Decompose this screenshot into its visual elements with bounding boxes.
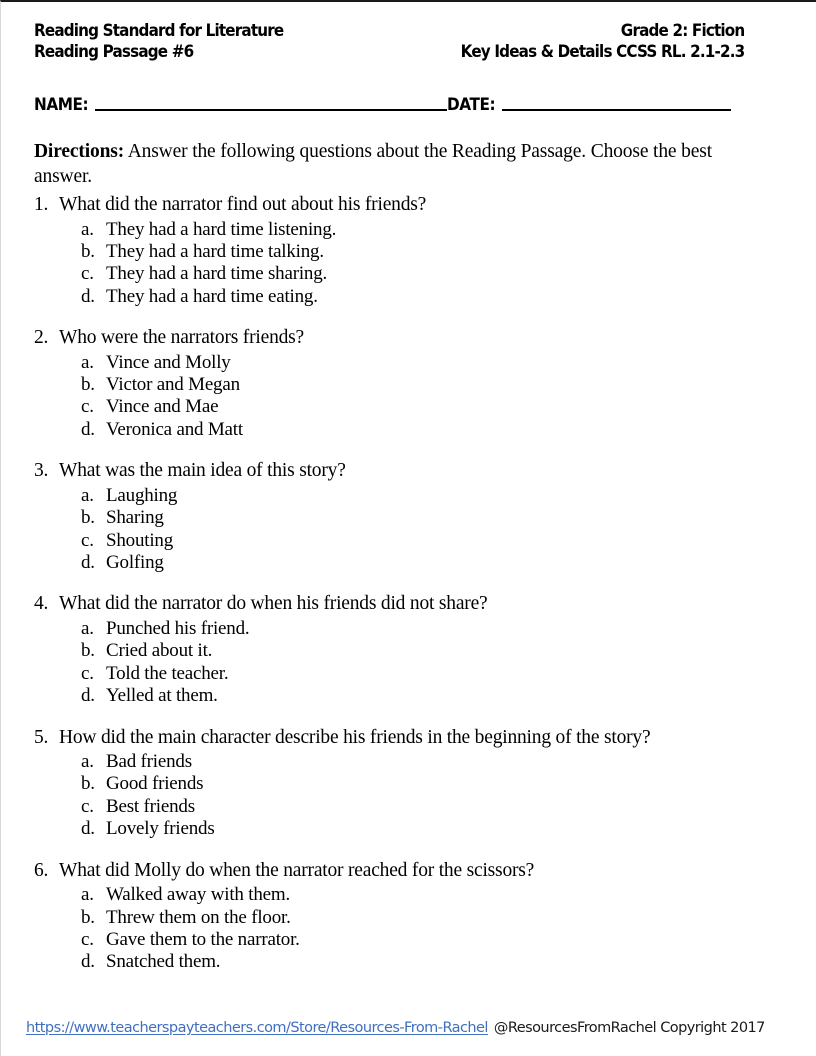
answer-letter: a.: [81, 617, 94, 639]
answer-option[interactable]: [34, 640, 784, 662]
answer-option[interactable]: [34, 485, 784, 507]
answer-letter: a.: [81, 751, 94, 772]
copyright-credit: @ResourcesFromRachel Copyright 2017: [493, 1020, 765, 1036]
answer-text: They had a hard time talking.: [106, 240, 324, 262]
answer-text: Sharing: [106, 507, 164, 529]
answer-option[interactable]: [34, 685, 784, 707]
answer-letter: d.: [81, 951, 95, 973]
answer-text: Gave them to the narrator.: [106, 928, 300, 950]
header-passage-number: Reading Passage #6: [34, 42, 194, 61]
answer-text: Bad friends: [106, 751, 192, 772]
page-header: [34, 20, 744, 62]
directions-paragraph: [34, 139, 774, 189]
answer-text: Snatched them.: [106, 951, 221, 973]
answer-letter: a.: [81, 218, 94, 240]
answer-option[interactable]: [34, 884, 784, 906]
answer-text: Vince and Mae: [106, 396, 219, 418]
answer-text: They had a hard time eating.: [106, 285, 318, 307]
page-footer: [26, 1020, 802, 1036]
answer-options: [34, 751, 784, 841]
answer-text: They had a hard time sharing.: [106, 263, 328, 285]
question-block: [34, 858, 784, 974]
question-text: Who were the narrators friends?: [59, 327, 305, 349]
question-block: [34, 591, 784, 707]
answer-text: Good friends: [106, 773, 204, 795]
answer-letter: b.: [81, 240, 95, 262]
question-number: 5.: [34, 726, 49, 748]
name-date-row: [34, 95, 766, 115]
answer-text: Walked away with them.: [106, 884, 291, 906]
date-input-line[interactable]: [502, 108, 731, 111]
question-block: [34, 325, 784, 441]
answer-text: Laughing: [106, 484, 178, 506]
answer-letter: c.: [81, 529, 94, 551]
directions-label: Directions:: [34, 141, 125, 162]
question-block: [34, 725, 784, 841]
question-number: 3.: [34, 460, 49, 482]
answer-option[interactable]: [34, 818, 784, 840]
header-grade-genre: Grade 2: Fiction: [620, 21, 744, 40]
answer-options: [34, 485, 784, 575]
answer-text: They had a hard time listening.: [106, 218, 337, 240]
answer-letter: d.: [81, 685, 95, 707]
question-row: [34, 458, 784, 484]
date-label: DATE:: [447, 95, 496, 115]
answer-text: Victor and Megan: [106, 374, 240, 396]
answer-options: [34, 352, 784, 442]
answer-letter: b.: [81, 906, 95, 928]
answer-option[interactable]: [34, 751, 784, 773]
answer-option[interactable]: [34, 286, 784, 308]
header-ccss-code: Key Ideas & Details CCSS RL. 2.1-2.3: [460, 42, 744, 61]
answer-text: Vince and Molly: [106, 351, 231, 373]
answer-letter: b.: [81, 374, 95, 396]
question-text: What did the narrator do when his friends did not share?: [59, 593, 488, 615]
answer-option[interactable]: [34, 618, 784, 640]
answer-letter: b.: [81, 773, 95, 795]
question-number: 4.: [34, 593, 49, 615]
answer-text: Golfing: [106, 551, 164, 573]
header-right: [460, 20, 744, 62]
questions-list: [34, 192, 784, 974]
answer-letter: c.: [81, 396, 94, 418]
answer-options: [34, 219, 784, 309]
header-standard-title: Reading Standard for Literature: [34, 21, 284, 40]
answer-letter: c.: [81, 928, 94, 950]
answer-letter: c.: [81, 263, 94, 285]
answer-letter: c.: [81, 662, 94, 684]
answer-option[interactable]: [34, 352, 784, 374]
answer-option[interactable]: [34, 663, 784, 685]
question-row: [34, 591, 784, 617]
answer-text: Told the teacher.: [106, 662, 229, 684]
answer-option[interactable]: [34, 374, 784, 396]
answer-option[interactable]: [34, 241, 784, 263]
answer-option[interactable]: [34, 929, 784, 951]
answer-option[interactable]: [34, 396, 784, 418]
header-left: [34, 20, 283, 62]
answer-text: Shouting: [106, 529, 174, 551]
answer-letter: d.: [81, 818, 95, 840]
answer-letter: d.: [81, 418, 95, 440]
question-number: 1.: [34, 194, 49, 215]
question-text: How did the main character describe his friends in the beginning of the story?: [59, 726, 651, 748]
question-row: [34, 192, 784, 218]
answer-letter: c.: [81, 795, 94, 817]
answer-option[interactable]: [34, 773, 784, 795]
answer-letter: a.: [81, 351, 94, 373]
answer-text: Lovely friends: [106, 818, 215, 840]
answer-text: Veronica and Matt: [106, 418, 243, 440]
answer-option[interactable]: [34, 951, 784, 973]
answer-text: Yelled at them.: [106, 685, 218, 707]
answer-option[interactable]: [34, 552, 784, 574]
answer-text: Best friends: [106, 795, 195, 817]
answer-text: Threw them on the floor.: [106, 906, 291, 928]
answer-option[interactable]: [34, 796, 784, 818]
question-text: What was the main idea of this story?: [59, 460, 346, 482]
question-row: [34, 325, 784, 351]
name-input-line[interactable]: [95, 108, 447, 111]
question-text: What did Molly do when the narrator reached for the scissors?: [59, 859, 535, 881]
answer-option[interactable]: [34, 507, 784, 529]
answer-text: Cried about it.: [106, 640, 213, 662]
answer-letter: d.: [81, 285, 95, 307]
answer-letter: b.: [81, 640, 95, 662]
answer-options: [34, 884, 784, 974]
question-block: [34, 458, 784, 574]
answer-option[interactable]: [34, 263, 784, 285]
answer-options: [34, 618, 784, 708]
question-number: 6.: [34, 859, 49, 881]
answer-option[interactable]: [34, 419, 784, 441]
name-label: NAME:: [34, 95, 89, 115]
question-block: [34, 192, 784, 308]
answer-letter: a.: [81, 884, 94, 906]
answer-option[interactable]: [34, 530, 784, 552]
answer-text: Punched his friend.: [106, 617, 250, 639]
question-row: [34, 858, 784, 884]
answer-option[interactable]: [34, 907, 784, 929]
answer-letter: a.: [81, 484, 94, 506]
directions-text: Answer the following questions about the Reading Passage. Choose the best answer.: [34, 141, 712, 187]
answer-letter: d.: [81, 551, 95, 573]
answer-option[interactable]: [34, 219, 784, 241]
store-link[interactable]: https://www.teacherspayteachers.com/Store/Resources-From-Rachel: [26, 1020, 488, 1036]
answer-letter: b.: [81, 507, 95, 529]
question-row: [34, 725, 784, 751]
question-number: 2.: [34, 327, 49, 349]
question-text: What did the narrator find out about his friends?: [59, 194, 427, 215]
